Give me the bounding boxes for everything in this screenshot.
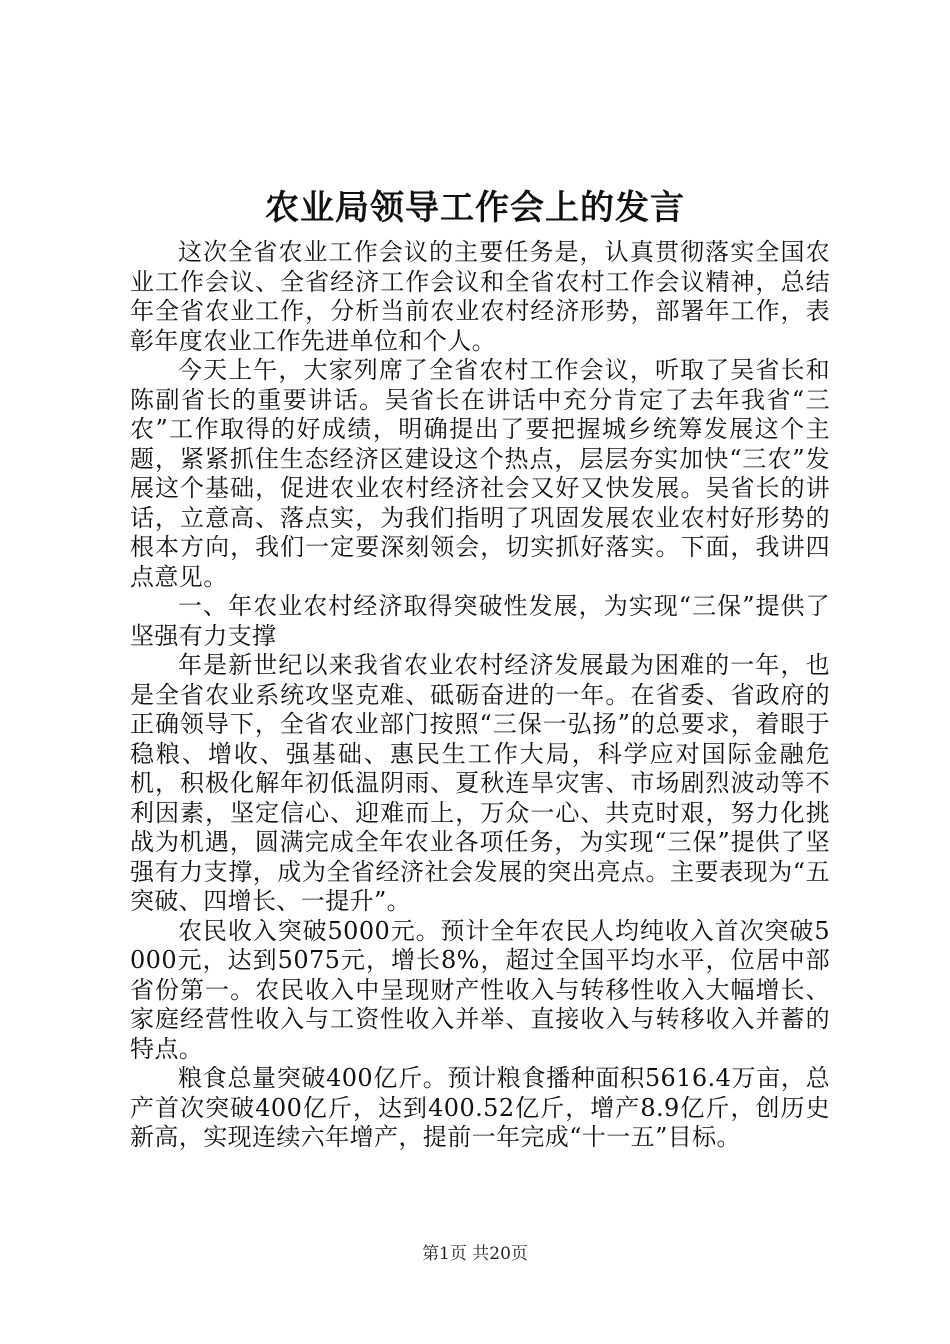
paragraph-meeting: 今天上午，大家列席了全省农村工作会议，听取了吴省长和陈副省长的重要讲话。吴省长在讲话中充分肯定了去年我省“三农”工作取得的好成绩，明确提出了要把握城乡统筹发展这个主题，紧紧抓住生态经济区建设这个热点，层层夯实加快“三农”发展这个基础，促进农业农村经济社会又好又快发展。吴省长的讲话，立意高、落点实，为我们指明了巩固发展农业农村好形势的根本方向，我们一定要深刻领会，切实抓好落实。下面，我讲四点意见。 — [130, 356, 830, 591]
paragraph-overview: 年是新世纪以来我省农业农村经济发展最为困难的一年，也是全省农业系统攻坚克难、砥砺奋进的一年。在省委、省政府的正确领导下，全省农业部门按照“三保一弘扬”的总要求，着眼于稳粮、增收、强基础、惠民生工作大局，科学应对国际金融危机，积极化解年初低温阴雨、夏秋连旱灾害、市场剧烈波动等不利因素，坚定信心、迎难而上，万众一心、共克时艰，努力化挑战为机遇，圆满完成全年农业各项任务，为实现“三保”提供了坚强有力支撑，成为全省经济社会发展的突出亮点。主要表现为“五突破、四增长、一提升”。 — [130, 651, 830, 915]
paragraph-grain-output: 粮食总量突破400亿斤。预计粮食播种面积5616.4万亩，总产首次突破400亿斤，达到400.52亿斤，增产8.9亿斤，创历史新高，实现连续六年增产，提前一年完成“十一五”目标。 — [130, 1064, 830, 1151]
section-heading-one: 一、年农业农村经济取得突破性发展，为实现“三保”提供了坚强有力支撑 — [130, 592, 830, 650]
document-title: 农业局领导工作会上的发言 — [265, 188, 685, 228]
paragraph-farmer-income: 农民收入突破5000元。预计全年农民人均纯收入首次突破5000元，达到5075元，增长8%，超过全国平均水平，位居中部省份第一。农民收入中呈现财产性收入与转移性收入大幅增长、家庭经营性收入与工资性收入并举、直接收入与转移收入并蓄的特点。 — [130, 916, 830, 1063]
page-number-footer: 第1页 共20页 — [422, 1244, 528, 1264]
paragraph-intro: 这次全省农业工作会议的主要任务是，认真贯彻落实全国农业工作会议、全省经济工作会议和全省农村工作会议精神，总结年全省农业工作，分析当前农业农村经济形势，部署年工作，表彰年度农业工作先进单位和个人。 — [130, 238, 830, 355]
document-body — [130, 238, 830, 1153]
